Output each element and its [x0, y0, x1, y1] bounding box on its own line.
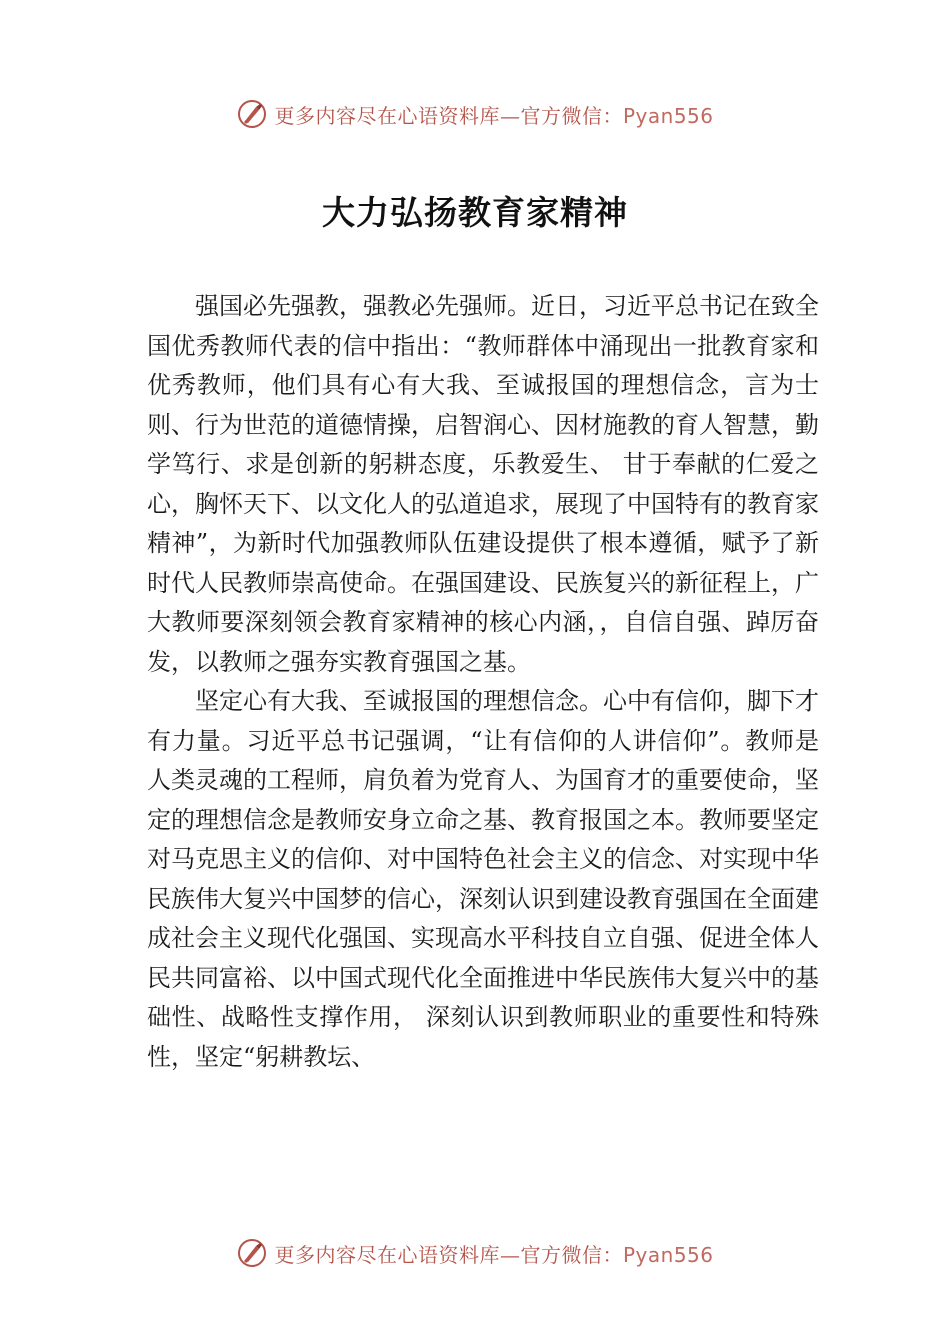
watermark-text — [274, 1239, 713, 1268]
watermark-label: 更多内容尽在心语资料库—官方微信： — [274, 1242, 623, 1267]
watermark-footer — [0, 1233, 950, 1273]
article-body — [147, 287, 819, 1077]
pen-logo-icon — [236, 1237, 268, 1269]
watermark-text — [274, 100, 713, 129]
paragraph-1: 强国必先强教，强教必先强师。近日，习近平总书记在致全国优秀教师代表的信中指出：“教师群体中涌现出一批教育家和优秀教师，他们具有心有大我、至诚报国的理想信念，言为士则、行为世范的道德情操，启智润心、因材施教的育人智慧，勤学笃行、求是创新的躬耕态度，乐教爱生、 甘于奉献的仁爱之心，胸怀天下、以文化人的弘道追求，展现了中国特有的教育家精神”，为新时代加强教师队伍建设提供了根本遵循，赋予了新时代人民教师崇高使命。在强国建设、民族复兴的新征程上，广大教师要深刻领会教育家精神的核心内涵，，自信自强、踔厉奋发，以教师之强夯实教育强国之基。 — [147, 292, 819, 676]
watermark-header — [0, 94, 950, 134]
paragraph-2: 坚定心有大我、至诚报国的理想信念。心中有信仰，脚下才有力量。习近平总书记强调，“让有信仰的人讲信仰”。教师是人类灵魂的工程师，肩负着为党育人、为国育才的重要使命，坚定的理想信念是教师安身立命之基、教育报国之本。教师要坚定对马克思主义的信仰、对中国特色社会主义的信念、对实现中华民族伟大复兴中国梦的信心，深刻认识到建设教育强国在全面建成社会主义现代化强国、实现高水平科技自立自强、促进全体人民共同富裕、以中国式现代化全面推进中华民族伟大复兴中的基础性、战略性支撑作用， 深刻认识到教师职业的重要性和特殊性，坚定“躬耕教坛、 — [147, 687, 819, 1071]
watermark-label: 更多内容尽在心语资料库—官方微信： — [274, 103, 623, 128]
pen-logo-icon — [236, 98, 268, 130]
watermark-wechat-id: Pyan556 — [622, 1242, 714, 1267]
page-title: 大力弘扬教育家精神 — [322, 193, 628, 232]
watermark-wechat-id: Pyan556 — [622, 103, 714, 128]
